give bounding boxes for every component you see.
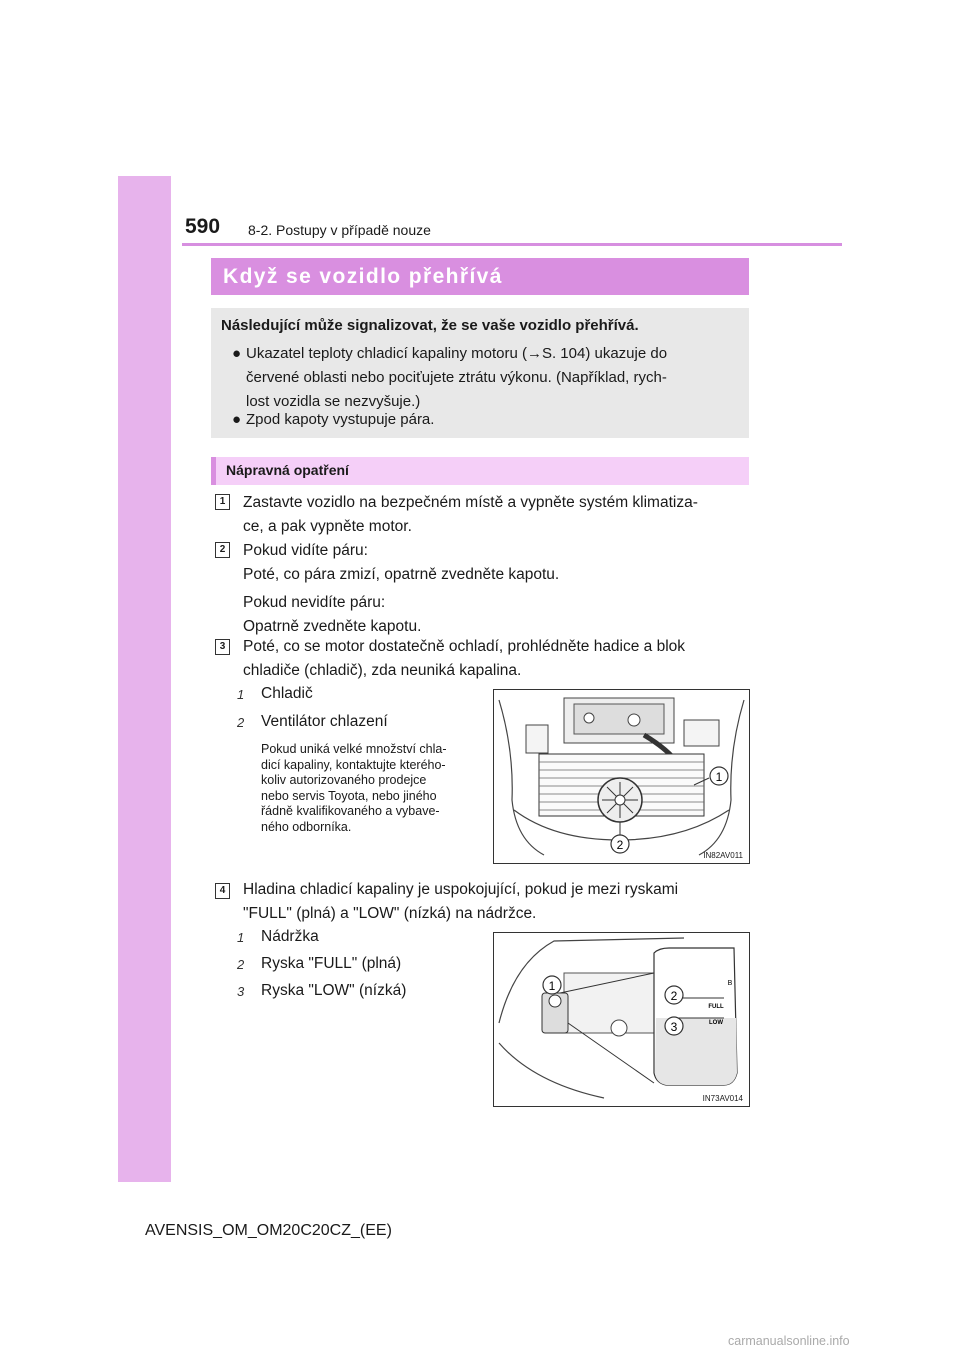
text-line: Zpod kapoty vystupuje pára. <box>246 411 435 428</box>
item-label-full-mark: Ryska "FULL" (plná) <box>261 955 402 972</box>
text-line: lost vozidla se nezvyšuje.) <box>246 393 421 410</box>
step-1-text <box>243 491 746 539</box>
step-number-box: 3 <box>215 639 230 655</box>
text-line: chladiče (chladič), zda neuniká kapalina. <box>243 662 522 679</box>
callout-number: 2 <box>237 957 245 972</box>
page-number: 590 <box>185 215 221 238</box>
title-bar <box>211 258 749 295</box>
tank-mark-full: FULL <box>708 1004 724 1010</box>
item-label-tank: Nádržka <box>261 928 319 945</box>
text-line: Opatrně zvedněte kapotu. <box>243 618 422 635</box>
section-label: 8-2. Postupy v případě nouze <box>248 222 431 238</box>
text-line: ce, a pak vypněte motor. <box>243 518 412 535</box>
coolant-tank-figure <box>493 932 750 1107</box>
text-line: "FULL" (plná) a "LOW" (nízká) na nádržce. <box>243 905 537 922</box>
symptoms-heading: Následující může signalizovat, že se vaše vozidlo přehřívá. <box>221 317 639 334</box>
text-line: Pokud vidíte páru: <box>243 542 368 559</box>
bullet-icon: ● <box>232 411 242 428</box>
text-line: koliv autorizovaného prodejce <box>261 773 427 787</box>
text-line: Hladina chladicí kapaliny je uspokojující, pokud je mezi ryskami <box>243 881 679 898</box>
step-4-text <box>243 878 746 926</box>
step-2-text <box>243 539 746 639</box>
subheading-bar <box>211 457 749 485</box>
item-label-low-mark: Ryska "LOW" (nízká) <box>261 982 407 999</box>
callout-number: 3 <box>237 984 245 999</box>
callout-marker: 1 <box>548 979 556 993</box>
callout-marker: 2 <box>616 838 624 852</box>
callout-number: 2 <box>237 715 245 730</box>
callout-number: 1 <box>237 687 245 702</box>
engine-bay-figure <box>493 689 750 864</box>
leak-note <box>261 742 487 835</box>
text-line: Poté, co se motor dostatečně ochladí, prohlédněte hadice a blok <box>243 638 686 655</box>
step-number-box: 4 <box>215 883 230 899</box>
symptoms-box <box>211 308 749 438</box>
callout-marker: 3 <box>670 1020 678 1034</box>
tank-mark-low: LOW <box>709 1020 723 1026</box>
coolant-tank-illustration <box>494 933 749 1106</box>
figure-code: IN82AV011 <box>703 851 743 860</box>
text-line: červené oblasti nebo pociťujete ztrátu výkonu. (Například, rych- <box>246 369 667 386</box>
watermark: carmanualsonline.info <box>728 1334 850 1348</box>
chapter-sidebar-tab <box>118 176 171 1182</box>
step-number-box: 1 <box>215 494 230 510</box>
callout-marker: 2 <box>670 989 678 1003</box>
document-id: AVENSIS_OM_OM20C20CZ_(EE) <box>145 1222 392 1239</box>
page-title: Když se vozidlo přehřívá <box>223 265 503 288</box>
text-line: Pokud nevidíte páru: <box>243 594 386 611</box>
header-divider <box>182 243 842 246</box>
step-number-box: 2 <box>215 542 230 558</box>
bullet-icon: ● <box>232 345 242 362</box>
text-line: nebo servis Toyota, nebo jiného <box>261 788 437 803</box>
symptom-item <box>246 408 740 432</box>
callout-marker: 1 <box>715 770 723 784</box>
text-line: dicí kapaliny, kontaktujte kterého- <box>261 757 446 772</box>
step-3-text <box>243 635 746 683</box>
text-line: Ukazatel teploty chladicí kapaliny motoru (→S. 104) ukazuje do <box>246 345 668 362</box>
text-line: Zastavte vozidlo na bezpečném místě a vypněte systém klimatiza- <box>243 494 698 511</box>
symptom-item <box>246 342 740 414</box>
figure-code: IN73AV014 <box>702 1094 743 1103</box>
item-label-fan: Ventilátor chlazení <box>261 713 388 730</box>
text-line: Poté, co pára zmizí, opatrně zvedněte kapotu. <box>243 566 560 583</box>
engine-bay-illustration <box>494 690 749 863</box>
tank-mark-b: B <box>727 980 733 987</box>
subheading: Nápravná opatření <box>226 462 349 478</box>
callout-number: 1 <box>237 930 245 945</box>
item-label-radiator: Chladič <box>261 685 313 702</box>
text-line: Pokud uniká velké množství chla- <box>261 742 447 756</box>
text-line: ného odborníka. <box>261 819 352 834</box>
text-line: řádně kvalifikovaného a vybave- <box>261 804 440 818</box>
